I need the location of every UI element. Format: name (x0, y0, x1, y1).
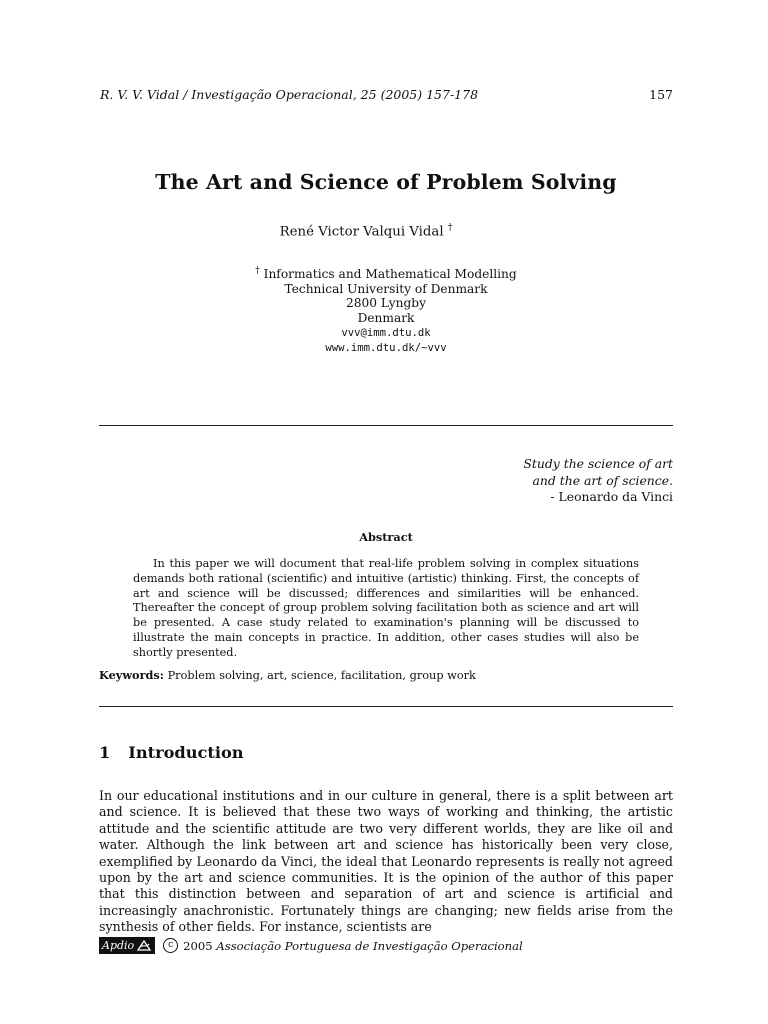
section-title: Introduction (128, 743, 244, 762)
affiliation-mark: † (255, 266, 260, 276)
bottom-rule (99, 706, 673, 707)
affiliation-institute: Informatics and Mathematical Modelling (263, 267, 517, 282)
apdio-logo-icon (136, 939, 152, 952)
running-head: R. V. V. Vidal / Investigação Operacional, 25 (2005) 157-178 (100, 87, 479, 102)
epigraph-line-2: and the art of science. (532, 472, 673, 488)
author-email[interactable]: vvv@imm.dtu.dk (341, 326, 431, 339)
affiliation-block (0, 264, 768, 355)
author-name: René Victor Valqui Vidal (279, 224, 444, 240)
keywords-label: Keywords: (99, 668, 164, 682)
section-number: 1 (99, 743, 111, 762)
keywords (99, 668, 476, 682)
affiliation-line-1 (0, 264, 768, 282)
abstract-heading: Abstract (359, 530, 413, 544)
copyright-icon: c (163, 938, 178, 953)
abstract-text: In this paper we will document that real-life problem solving in complex situations demands both rational (scientific) and intuitive (artistic) thinking. First, the concepts of art and science will be discussed; differences and similarities will be enhanced. Thereafter the concept of group problem solving facilitation both as science and art will be presented. A case study related to examination's planning will be discussed to illustrate the main concepts in practice. In addition, other cases studies will also be shortly presented. (133, 557, 639, 659)
affiliation-city: 2800 Lyngby (346, 296, 426, 311)
section-heading (99, 743, 244, 762)
affiliation-country: Denmark (357, 311, 415, 326)
footer-org: Associação Portuguesa de Investigação Operacional (216, 938, 523, 953)
epigraph-line-1: Study the science of art (523, 456, 673, 471)
logo-text: Apdio (102, 939, 135, 952)
page-number: 157 (649, 87, 673, 102)
intro-paragraph: In our educational institutions and in our culture in general, there is a split between art and science. It is believed that these two ways of working and thinking, the artistic attitude and the scientific attitude are two very different worlds, they are like oil and water. Although the link between art and science has historically been very close, exemplified by Leonardo da Vinci, the ideal that Leonardo represents is really not agreed upon by the art and science communities. It is the opinion of the author of this paper that this distinction between and separation of art and science is artificial and increasingly anachronistic. Fortunately things are changing; new fields arise from the synthesis of other fields. For instance, scientists are (99, 788, 673, 935)
top-rule (99, 425, 673, 426)
epigraph-attribution: - Leonardo da Vinci (550, 489, 673, 504)
paper-title: The Art and Science of Problem Solving (155, 170, 617, 194)
footer-year: 2005 (183, 938, 213, 953)
author-url[interactable]: www.imm.dtu.dk/∼vvv (325, 341, 447, 354)
affiliation-university: Technical University of Denmark (284, 281, 488, 296)
keywords-text: Problem solving, art, science, facilitation, group work (167, 669, 476, 682)
footer (99, 937, 523, 954)
author-line (0, 223, 732, 239)
author-mark: † (447, 223, 453, 233)
epigraph (523, 456, 673, 506)
apdio-logo (99, 937, 155, 954)
